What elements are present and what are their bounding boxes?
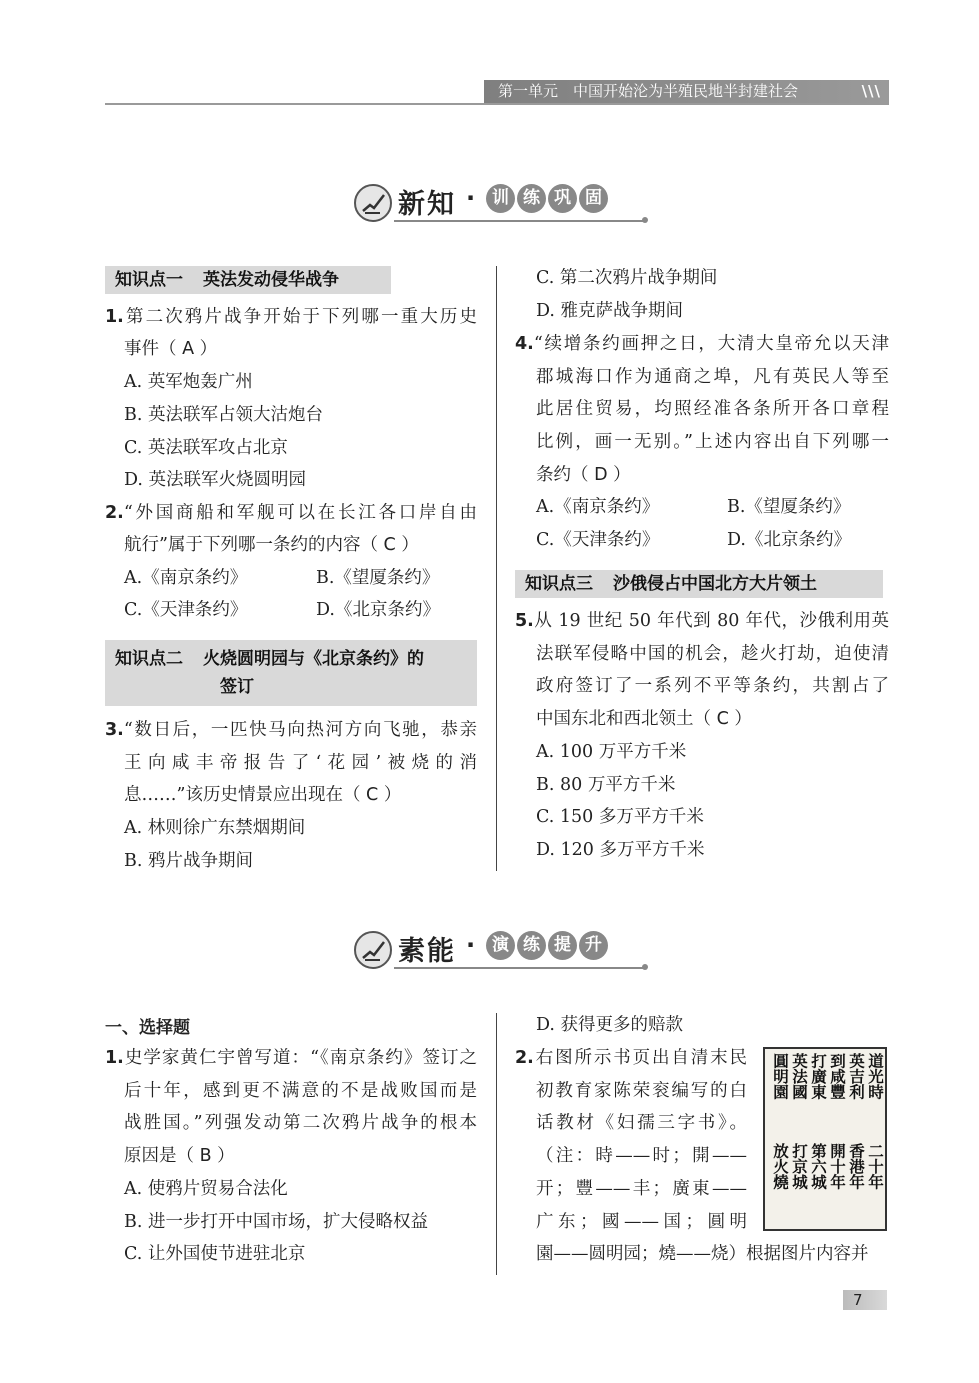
q2-line2 [124, 533, 419, 557]
question-number: 1. [105, 307, 124, 327]
kp-title: 沙俄侵占中国北方大片领土 [613, 574, 817, 594]
q3-line3 [124, 783, 401, 807]
question-text: ） [383, 785, 402, 805]
option: C. 让外国使节进驻北京 [124, 1244, 306, 1264]
s2-line3: 话教材《妇孺三字书》。 [536, 1113, 747, 1133]
s2-line7: 園——圆明园；燒——烧）根据图片内容并 [536, 1244, 869, 1264]
option: A. 100 万平方千米 [536, 742, 687, 762]
option: D. 获得更多的赔款 [536, 1015, 684, 1035]
banner-dot: · [466, 931, 476, 959]
banner-chip: 练 [517, 184, 546, 213]
kp-number: 知识点二 [115, 649, 183, 669]
s1-line3: 战胜国。”列强发动第二次鸦片战争的根本 [124, 1113, 477, 1133]
knowledge-point-3 [515, 570, 883, 598]
book-text-column: 開十年 [828, 1143, 847, 1190]
kp-number: 知识点三 [525, 574, 593, 594]
book-text-column: 香港年 [847, 1143, 866, 1190]
book-text-column: 圓明園 [771, 1053, 790, 1100]
book-text-column: 英吉利 [847, 1053, 866, 1100]
option: A. 使鸦片贸易合法化 [124, 1179, 288, 1199]
question-number: 2. [515, 1048, 534, 1068]
book-text-column: 二十年 [866, 1143, 885, 1190]
book-text-column: 道光時 [866, 1053, 885, 1100]
column-divider [496, 1013, 497, 1275]
kp-title: 英法发动侵华战争 [203, 270, 339, 290]
q4-line3: 此居住贸易，均照经准各条所开各口章程 [536, 399, 889, 419]
answer-letter: A [182, 339, 195, 359]
book-text-column: 打京城 [790, 1143, 809, 1190]
question-text: ） [199, 339, 218, 359]
q1-line2 [124, 337, 217, 361]
option: C.《天津条约》 [536, 530, 660, 550]
book-text-column: 放火燒 [771, 1143, 790, 1190]
option: B. 英法联军占领大沽炮台 [124, 405, 323, 425]
section-banner-skills [354, 927, 654, 975]
question-number: 1. [105, 1048, 124, 1068]
kp-title: 火烧圆明园与《北京条约》的 [203, 649, 424, 669]
option: B.《望厦条约》 [316, 568, 440, 588]
question-text: 中国东北和西北领土（ [536, 709, 711, 729]
option: D. 120 多万平方千米 [536, 840, 705, 860]
question-text: ） [401, 535, 419, 555]
answer-letter: C [383, 535, 396, 555]
q5-line4 [536, 707, 752, 731]
banner-chip: 提 [548, 931, 577, 960]
s2-line2: 初教育家陈荣衮编写的白 [536, 1081, 747, 1101]
banner-title: 素能 [398, 936, 456, 967]
question-text: 息……”该历史情景应出现在（ [124, 785, 361, 805]
option: D. 雅克萨战争期间 [536, 301, 684, 321]
banner-chip: 固 [579, 184, 608, 213]
page-number: 7 [843, 1290, 887, 1310]
option: D.《北京条约》 [316, 600, 440, 620]
question-text: 第二次鸦片战争开始于下列哪一重大历史 [123, 307, 477, 327]
s1-line4 [124, 1144, 235, 1168]
header-slashes: \\\ [861, 82, 881, 100]
answer-letter: C [366, 785, 379, 805]
option: C. 英法联军攻占北京 [124, 438, 288, 458]
option: C. 第二次鸦片战争期间 [536, 268, 718, 288]
section-banner-new-knowledge [354, 180, 654, 228]
banner-underline [394, 220, 646, 222]
s2-line6: 广东；國——国；圓明 [536, 1212, 747, 1232]
q2-line1 [105, 501, 477, 525]
knowledge-point-2 [105, 640, 477, 706]
book-text-column: 打廣東 [809, 1053, 828, 1100]
question-text: ） [217, 1146, 235, 1166]
option: D.《北京条约》 [727, 530, 851, 550]
option: D. 英法联军火烧圆明园 [124, 470, 307, 490]
q1-line1 [105, 305, 477, 329]
s1-line2: 后十年，感到更不满意的不是战败国而是 [124, 1081, 477, 1101]
s2-line4: （注：時——时；開—— [536, 1146, 747, 1166]
q3-line2: 王向咸丰帝报告了‘花园’被烧的消 [124, 753, 477, 773]
question-text: 航行”属于下列哪一条约的内容（ [124, 535, 378, 555]
answer-letter: D [594, 465, 608, 485]
running-header [484, 80, 889, 103]
banner-chip: 巩 [548, 184, 577, 213]
question-text: ） [734, 709, 752, 729]
book-text-column: 英法國 [790, 1053, 809, 1100]
question-text: “续增条约画押之日，大清大皇帝允以天津 [533, 334, 889, 354]
question-number: 4. [515, 334, 534, 354]
option: A.《南京条约》 [536, 497, 660, 517]
option: B. 进一步打开中国市场，扩大侵略权益 [124, 1212, 428, 1232]
pen-emblem-icon [354, 931, 392, 969]
book-text-column: 到咸豐 [828, 1053, 847, 1100]
answer-letter: C [716, 709, 729, 729]
q5-line3: 政府签订了一系列不平等条约，共割占了 [536, 676, 889, 696]
pen-emblem-icon [354, 184, 392, 222]
answer-letter: B [199, 1146, 212, 1166]
question-text: “数日后，一匹快马向热河方向飞驰，恭亲 [123, 720, 477, 740]
q5-line1 [515, 609, 889, 633]
column-divider [496, 266, 497, 871]
option: B. 80 万平方千米 [536, 775, 676, 795]
textbook-page-image [763, 1047, 887, 1231]
question-text: ） [613, 465, 631, 485]
question-text: 事件（ [124, 339, 177, 359]
banner-chip: 升 [579, 931, 608, 960]
q4-line4: 比例，画一无别。”上述内容出自下列哪一 [536, 432, 889, 452]
q4-line2: 郡城海口作为通商之埠，凡有英民人等至 [536, 367, 889, 387]
running-header-title: 第一单元 中国开始沦为半殖民地半封建社会 [498, 82, 799, 100]
option: B. 鸦片战争期间 [124, 851, 253, 871]
question-number: 5. [515, 611, 534, 631]
question-text: 史学家黄仁宇曾写道：“《南京条约》签订之 [123, 1048, 477, 1068]
q3-line1 [105, 718, 477, 742]
knowledge-point-1 [105, 266, 391, 294]
banner-underline-dot [642, 217, 648, 223]
option: C.《天津条约》 [124, 600, 248, 620]
s1-line1 [105, 1046, 477, 1070]
question-number: 2. [105, 503, 124, 523]
question-text: 右图所示书页出自清末民 [533, 1048, 747, 1068]
option: A.《南京条约》 [124, 568, 248, 588]
q4-line1 [515, 332, 889, 356]
option: B.《望厦条约》 [727, 497, 851, 517]
banner-dot: · [466, 184, 476, 212]
banner-chip: 演 [486, 931, 515, 960]
q4-line5 [536, 463, 631, 487]
option: A. 英军炮轰广州 [124, 372, 253, 392]
kp-title-continued: 签订 [220, 677, 254, 697]
s2-line1 [515, 1046, 747, 1070]
option: C. 150 多万平方千米 [536, 807, 704, 827]
banner-chip: 练 [517, 931, 546, 960]
option: A. 林则徐广东禁烟期间 [124, 818, 306, 838]
section-heading: 一、选择题 [105, 1018, 190, 1038]
book-text-column: 第六城 [809, 1143, 828, 1190]
banner-title: 新知 [398, 189, 456, 220]
question-number: 3. [105, 720, 124, 740]
s2-line5: 开；豐——丰；廣東—— [536, 1179, 747, 1199]
q5-line2: 法联军侵略中国的机会，趁火打劫，迫使清 [536, 644, 889, 664]
question-text: 原因是（ [124, 1146, 194, 1166]
banner-underline-dot [642, 964, 648, 970]
question-text: 条约（ [536, 465, 589, 485]
kp-number: 知识点一 [115, 270, 183, 290]
question-text: 从 19 世纪 50 年代到 80 年代，沙俄利用英 [533, 611, 889, 631]
question-text: “外国商船和军舰可以在长江各口岸自由 [123, 503, 477, 523]
banner-chip: 训 [486, 184, 515, 213]
banner-underline [394, 967, 646, 969]
header-rule [105, 103, 889, 105]
